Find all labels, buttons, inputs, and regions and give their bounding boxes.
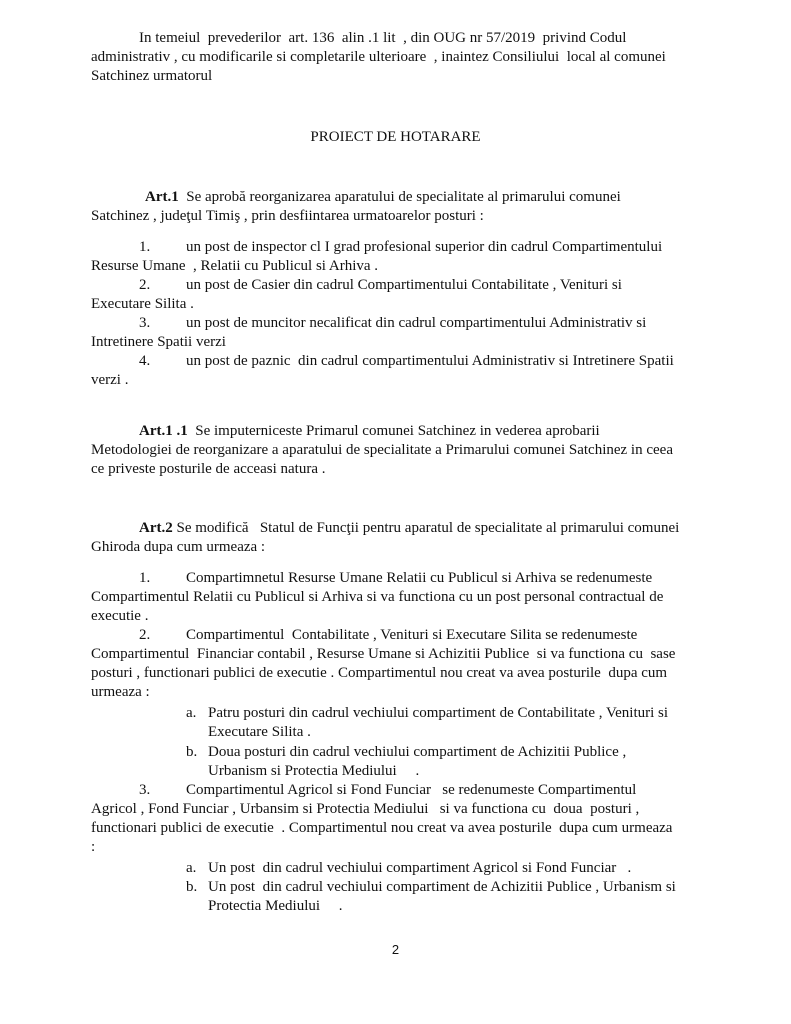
art1-item-4-text-1: un post de paznic din cadrul compartimentului Administrativ si Intretinere Spatii — [186, 353, 674, 369]
art1-item-3-text-1: un post de muncitor necalificat din cadrul compartimentului Administrativ si — [186, 315, 647, 331]
art2-item-2-sub-a-text-2: Executare Silita . — [208, 724, 311, 740]
art2-item-2-number: 2. — [139, 627, 151, 643]
art2-item-2-sub-a-mark: a. — [186, 705, 197, 721]
art2-item-2-text-1: Compartimentul Contabilitate , Venituri si Executare Silita se redenumeste — [186, 627, 638, 643]
art1-1-paragraph — [139, 422, 600, 441]
art2-item-3-sub-a-text-1: Un post din cadrul vechiului compartiment Agricol si Fond Funciar . — [208, 860, 632, 876]
art2-item-2-sub-b-text-1: Doua posturi din cadrul vechiului compartiment de Achizitii Publice , — [208, 744, 627, 760]
art1-item-2-text-1: un post de Casier din cadrul Compartimentului Contabilitate , Venituri si — [186, 277, 622, 293]
art2-item-2-text-4: urmeaza : — [91, 684, 150, 700]
art1-text-1: Se aprobă reorganizarea aparatului de specialitate al primarului comunei — [178, 189, 621, 205]
art2-item-3-text-4: : — [91, 839, 96, 855]
art1-text-2: Satchinez , judeţul Timiş , prin desfiintarea urmatoarelor posturi : — [91, 208, 484, 224]
art2-item-2-text-3: posturi , functionari publici de executie . Compartimentul nou creat va avea posturile dupa cum — [91, 665, 668, 681]
art2-item-2-text-2: Compartimentul Financiar contabil , Resurse Umane si Achizitii Publice si va functiona cu sase — [91, 646, 676, 662]
art1-1-text-2: Metodologiei de reorganizare a aparatului de specialitate a Primarului comunei Satchinez in ceea — [91, 442, 673, 458]
art2-item-2-sub-b-text-2: Urbanism si Protectia Mediului . — [208, 763, 420, 779]
art2-item-1-text-1: Compartimnetul Resurse Umane Relatii cu Publicul si Arhiva se redenumeste — [186, 570, 653, 586]
intro-line-2: administrativ , cu modificarile si completarile ulterioare , inaintez Consiliului local al comunei — [91, 49, 666, 65]
art1-1-label: Art.1 .1 — [139, 423, 188, 439]
art2-item-3-sub-b-mark: b. — [186, 879, 198, 895]
art2-item-3-number: 3. — [139, 782, 151, 798]
art2-paragraph — [139, 519, 679, 538]
art1-item-1-text-2: Resurse Umane , Relatii cu Publicul si Arhiva . — [91, 258, 379, 274]
art1-item-4-text-2: verzi . — [91, 372, 129, 388]
art2-text-1: Se modifică Statul de Funcţii pentru aparatul de specialitate al primarului comunei — [172, 520, 680, 536]
art1-item-3-number: 3. — [139, 315, 151, 331]
art2-item-3-text-2: Agricol , Fond Funciar , Urbansim si Protectia Mediului si va functiona cu doua posturi , — [91, 801, 640, 817]
art1-item-2-number: 2. — [139, 277, 151, 293]
art2-item-2-sub-a-text-1: Patru posturi din cadrul vechiului compartiment de Contabilitate , Venituri si — [208, 705, 669, 721]
page-number: 2 — [391, 942, 400, 957]
art2-item-1-number: 1. — [139, 570, 151, 586]
intro-line-3: Satchinez urmatorul — [91, 68, 213, 84]
document-title: PROIECT DE HOTARARE — [310, 129, 481, 145]
art1-1-text-3: ce priveste posturile de acceasi natura . — [91, 461, 326, 477]
art2-item-2-sub-b-mark: b. — [186, 744, 198, 760]
art2-item-3-sub-b-text-1: Un post din cadrul vechiului compartiment de Achizitii Publice , Urbanism si — [208, 879, 676, 895]
art2-item-3-text-3: functionari publici de executie . Compartimentul nou creat va avea posturile dupa cum urmeaza — [91, 820, 673, 836]
art1-label: Art.1 — [145, 189, 179, 205]
art2-item-3-text-1: Compartimentul Agricol si Fond Funciar se redenumeste Compartimentul — [186, 782, 637, 798]
art1-paragraph — [145, 188, 621, 207]
intro-line-1: In temeiul prevederilor art. 136 alin .1 lit , din OUG nr 57/2019 privind Codul — [139, 30, 627, 46]
art1-item-3-text-2: Intretinere Spatii verzi — [91, 334, 226, 350]
art1-item-1-text-1: un post de inspector cl I grad profesional superior din cadrul Compartimentului — [186, 239, 663, 255]
art2-item-3-sub-a-mark: a. — [186, 860, 197, 876]
art2-item-1-text-3: executie . — [91, 608, 149, 624]
art2-item-1-text-2: Compartimentul Relatii cu Publicul si Arhiva si va functiona cu un post personal contractual de — [91, 589, 664, 605]
art1-item-2-text-2: Executare Silita . — [91, 296, 194, 312]
art2-item-3-sub-b-text-2: Protectia Mediului . — [208, 898, 343, 914]
art1-item-1-number: 1. — [139, 239, 151, 255]
art1-item-4-number: 4. — [139, 353, 151, 369]
art2-label: Art.2 — [139, 520, 173, 536]
art1-1-text-1: Se imputerniceste Primarul comunei Satchinez in vederea aprobarii — [187, 423, 600, 439]
art2-text-2: Ghiroda dupa cum urmeaza : — [91, 539, 266, 555]
